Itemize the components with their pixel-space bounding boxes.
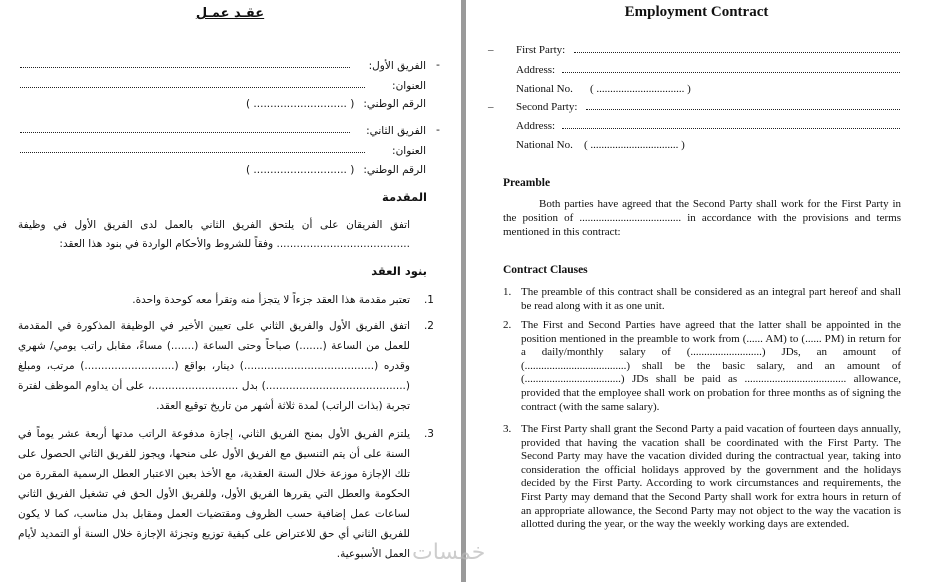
arabic-national2-value: ( ............................ )	[246, 164, 355, 176]
english-preamble-heading: Preamble	[503, 177, 551, 189]
arabic-clause-1: .1 تعتبر مقدمة هذا العقد جزءاً لا يتجزأ منه وتقرأ معه كوحدة واحدة.	[132, 294, 434, 306]
english-party2-label: Second Party:	[516, 101, 578, 113]
arabic-national2-label: الرقم الوطني:	[363, 164, 426, 176]
arabic-clauses-heading: بنود العقد	[371, 264, 427, 278]
watermark-logo: خمسات	[412, 540, 486, 565]
arabic-address1-field	[16, 80, 426, 100]
arabic-preamble-heading: المقدمة	[382, 190, 427, 204]
arabic-preamble-text: اتفق الفريقان على أن يلتحق الفريق الثاني بالعمل لدى الفريق الأول في وظيفة ........................................ وفقاً للشروط والأحكام الواردة في بنود هذا العقد:	[18, 219, 410, 250]
arabic-national2-field	[16, 164, 426, 184]
arabic-party1-field: - الفريق الأول:	[16, 60, 426, 80]
english-address1-label: Address:	[516, 64, 556, 76]
arabic-party1-label: الفريق الأول:	[368, 60, 426, 72]
arabic-clause-3: .3 يلتزم الفريق الأول بمنح الفريق الثاني، إجازة مدفوعة الراتب مدتها أربعة عشر يوماً في السنة على أن يتم التنسيق مع الفريق الأول على منحها، ويجوز للفريق الثاني الحصول على تلك الإجازة موزعة خلال السنة العقدية، مع الأخذ بعين الاعتبار العطل الرسمية المقررة من الحكومة والعطل التي يقررها الفريق الأول، وللفريق الأول الحق في تشغيل الفريق الثاني لساعات عمل إضافية حسب الظروف ومقتضيات العمل ومقابل بدل مناسب، كما لا يكون للفريق الثاني أي حق للاعتراض على كيفية توزيع وتجزئة الإجازة خلال السنة أو التمديد لأيام العمل الأسبوعية.	[18, 428, 434, 560]
arabic-address2-label: العنوان:	[392, 145, 426, 157]
english-national1-label: National No.	[516, 83, 573, 95]
english-clause-2: 2. The First and Second Parties have agreed that the latter shall be appointed in the position mentioned in the preamble to work from (...... AM) to (...... PM) in return for a daily/monthly salary of (..........................) JDs, an amount of (.....................................) shall be the basic salary, and an amount of (...................................) JDs shall be paid as ..................................... allowance, provided that the employee shall work on probation for three months as of signing the contract (with the same salary).	[503, 319, 901, 413]
arabic-contract-page	[0, 0, 461, 582]
arabic-title: عقـد عمـل	[195, 6, 265, 21]
arabic-national1-label: الرقم الوطني:	[363, 98, 426, 110]
english-party1-field: – First Party:	[502, 44, 902, 62]
english-national1-field	[502, 83, 902, 101]
arabic-national1-field	[16, 98, 426, 118]
english-contract-page	[466, 0, 927, 582]
english-national2-label: National No.	[516, 139, 573, 151]
arabic-address1-label: العنوان:	[392, 80, 426, 92]
english-clauses-heading: Contract Clauses	[503, 264, 588, 276]
english-address1-field	[502, 64, 902, 82]
arabic-party2-label: الفريق الثاني:	[366, 125, 426, 137]
english-title: Employment Contract	[624, 4, 769, 20]
english-preamble-text: Both parties have agreed that the Second Party shall work for the First Party in the position of ..................................... in accordance with the provisions and terms mentioned in this contract:	[503, 198, 901, 238]
english-national2-value: ( ................................ )	[584, 139, 685, 151]
arabic-party2-field: - الفريق الثاني:	[16, 125, 426, 145]
arabic-clause-2: .2 اتفق الفريق الأول والفريق الثاني على تعيين الأخير في الوظيفة المذكورة في المقدمة للعمل من الساعة (.......) صباحاً وحتى الساعة (.......) مساءً، مقابل راتب يومي/ شهري وقدره (.......................................) دينار، بواقع (...........................) مرتب، ومبلغ (..........................................) بدل ..........................، على أن يداوم الموظف لفترة تجربة (بذات الراتب) لمدة ثلاثة أشهر من تاريخ توقيع العقد.	[18, 320, 434, 412]
english-party2-field: – Second Party:	[502, 101, 902, 119]
english-clause-3: 3. The First Party shall grant the Second Party a paid vacation of fourteen days annually, provided that having the vacation shall be coordinated with the First Party. The Second Party may have the vacation divided during the contractual year, taking into consideration the official holidays approved by the government and the holidays decided by the First Party. According to work circumstances and requirements, the First Party may demand that the Second Party shall work for extra hours in return of an appropriate allowance, the Second Party may not object to the way the vacation is allotted during the year, or the way the weekly working days are extended.	[503, 423, 901, 531]
arabic-address2-field	[16, 145, 426, 165]
english-clause-1: 1. The preamble of this contract shall be considered as an integral part hereof and shall be read along with it as one unit.	[503, 286, 901, 312]
english-address2-label: Address:	[516, 120, 556, 132]
arabic-national1-value: ( ............................ )	[246, 98, 355, 110]
english-national1-value: ( ................................ )	[590, 83, 691, 95]
english-party1-label: First Party:	[516, 44, 566, 56]
english-address2-field	[502, 120, 902, 138]
english-national2-field	[502, 139, 902, 157]
